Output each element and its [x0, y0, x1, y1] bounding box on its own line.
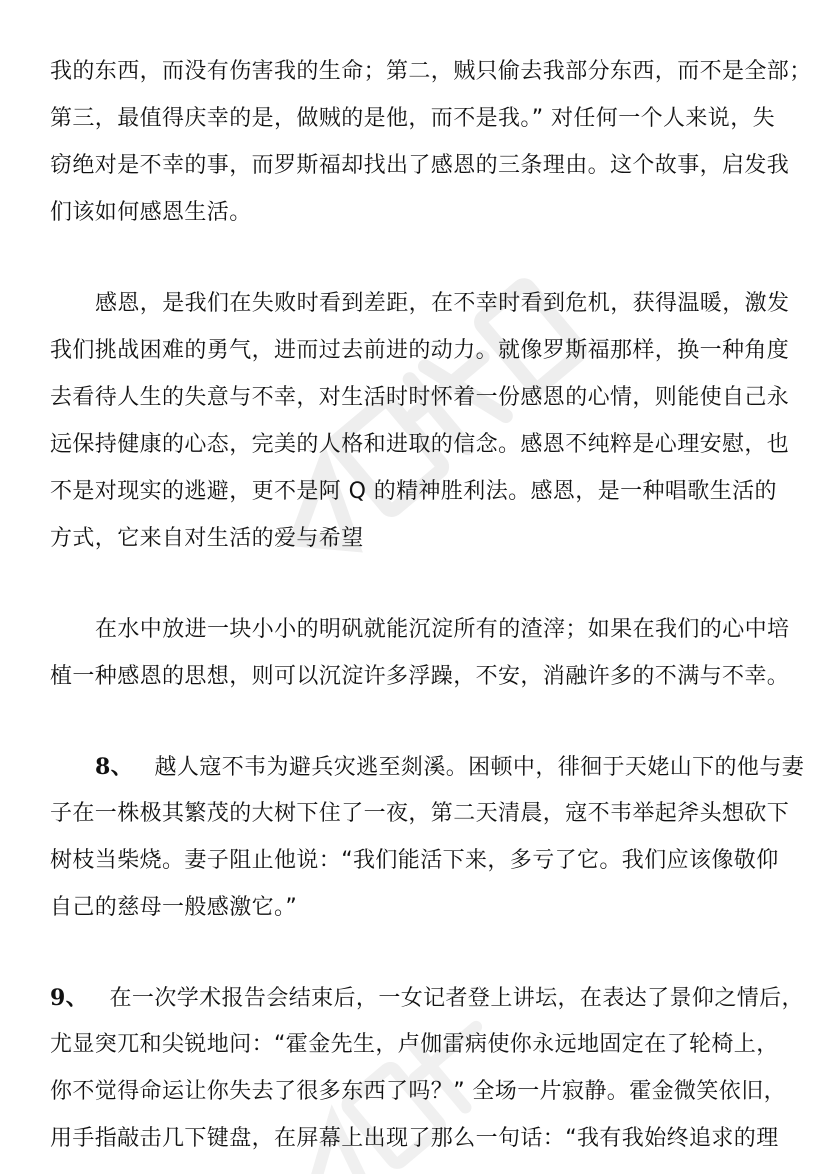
text-line: 窃绝对是不幸的事，而罗斯福却找出了感恩的三条理由。这个故事，启发我	[50, 153, 790, 178]
item-text: 越人寇不韦为避兵灾逃至剡溪。困顿中，徘徊于天姥山下的他与妻	[154, 755, 805, 780]
numbered-item-line	[50, 980, 804, 1016]
text-line: 你不觉得命运让你失去了很多东西了吗？” 全场一片寂静。霍金微笑依旧，	[50, 1079, 786, 1104]
text-line: 远保持健康的心态，完美的人格和进取的信念。感恩不纯粹是心理安慰，也	[50, 432, 790, 457]
item-number: 9、	[50, 985, 89, 1011]
text-line: 感恩，是我们在失败时看到差距，在不幸时看到危机，获得温暖，激发	[95, 291, 790, 316]
text-line: 自己的慈母一般感激它。”	[50, 895, 298, 920]
item-text: 在一次学术报告会结束后，一女记者登上讲坛，在表达了景仰之情后，	[109, 986, 804, 1011]
numbered-item-line	[95, 749, 804, 785]
text-line: 不是对现实的逃避，更不是阿 Q 的精神胜利法。感恩，是一种唱歌生活的	[50, 479, 777, 504]
text-line: 尤显突兀和尖锐地问：“霍金先生，卢伽雷病使你永远地固定在了轮椅上，	[50, 1032, 779, 1057]
text-line: 我们挑战困难的勇气，进而过去前进的动力。就像罗斯福那样，换一种角度	[50, 338, 790, 363]
text-line: 在水中放进一块小小的明矾就能沉淀所有的渣滓；如果在我们的心中培	[95, 617, 790, 642]
text-line: 树枝当柴烧。妻子阻止他说：“我们能活下来，多亏了它。我们应该像敬仰	[50, 848, 779, 873]
text-line: 用手指敲击几下键盘，在屏幕上出现了那么一句话：“我有我始终追求的理	[50, 1126, 779, 1151]
item-number: 8、	[95, 754, 134, 780]
text-line: 子在一株极其繁茂的大树下住了一夜，第二天清晨，寇不韦举起斧头想砍下	[50, 801, 790, 826]
text-line: 第三，最值得庆幸的是，做贼的是他，而不是我。” 对任何一个人来说，失	[50, 106, 775, 131]
text-line: 我的东西，而没有伤害我的生命；第二，贼只偷去我部分东西，而不是全部；	[50, 59, 812, 84]
text-line: 们该如何感恩生活。	[50, 200, 252, 225]
text-line: 方式，它来自对生活的爱与希望	[50, 526, 364, 551]
text-line: 植一种感恩的思想，则可以沉淀许多浮躁，不安，消融许多的不满与不幸。	[50, 664, 790, 689]
text-line: 去看待人生的失意与不幸，对生活时时怀着一份感恩的心情，则能使自己永	[50, 385, 790, 410]
